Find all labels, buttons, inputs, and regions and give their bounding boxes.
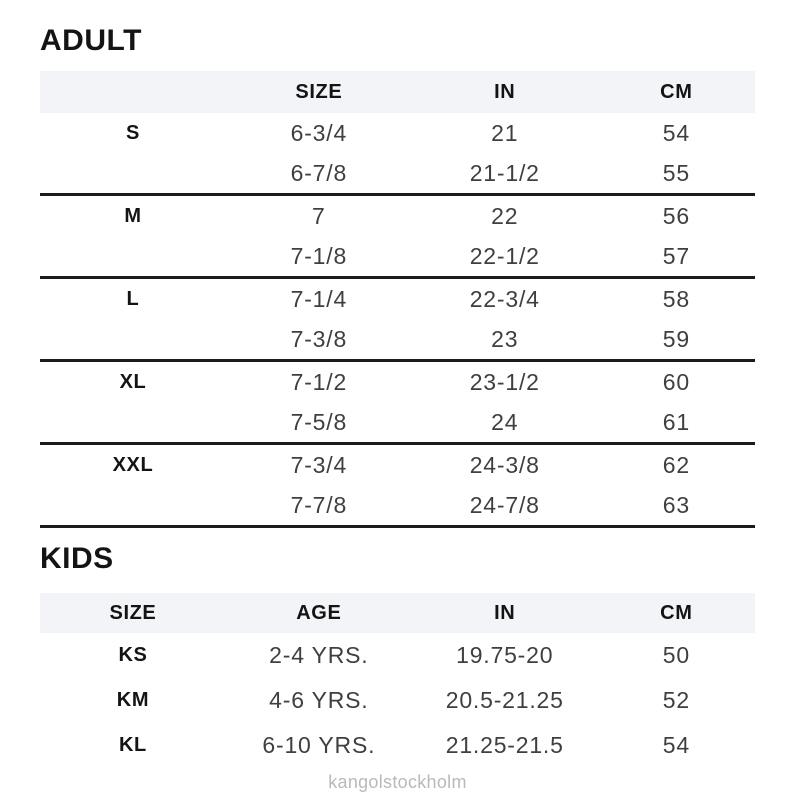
- kids-section-title: KIDS: [40, 542, 114, 575]
- size-label-cell: [40, 153, 226, 195]
- table-cell: 61: [598, 402, 755, 444]
- size-label-cell: [40, 319, 226, 361]
- table-cell: 23-1/2: [469, 368, 540, 395]
- table-row: [40, 402, 755, 444]
- table-row: [40, 319, 755, 361]
- table-cell: 21.25-21.5: [445, 732, 564, 758]
- kids-size-table: [40, 593, 755, 768]
- table-header-row: [40, 593, 755, 633]
- table-cell: 7-1/4: [290, 285, 348, 312]
- table-row: [40, 678, 755, 723]
- table-cell: 22: [491, 202, 519, 229]
- table-cell: 6-10 YRS.: [262, 732, 376, 758]
- table-cell: 6-7/8: [226, 153, 412, 195]
- table-header-row: [40, 71, 755, 113]
- table-cell: 7-3/4: [290, 451, 348, 478]
- table-cell: 24: [412, 402, 598, 444]
- table-cell: 24-3/8: [469, 451, 540, 478]
- table-cell: 7: [312, 202, 326, 229]
- table-row: [40, 485, 755, 527]
- table-row: [40, 723, 755, 768]
- size-label-cell: XL: [119, 370, 147, 393]
- size-label-cell: [40, 236, 226, 278]
- kids-table-header: [40, 593, 755, 633]
- table-cell: 50: [662, 642, 690, 668]
- table-cell: 21-1/2: [412, 153, 598, 195]
- size-label-cell: KS: [118, 644, 148, 666]
- table-cell: 7-1/8: [226, 236, 412, 278]
- table-row: [40, 113, 755, 153]
- adult-size-table: [40, 71, 755, 528]
- table-row: [40, 633, 755, 678]
- table-cell: 62: [662, 451, 690, 478]
- table-cell: 57: [598, 236, 755, 278]
- adult-table-header: [40, 71, 755, 113]
- table-row: [40, 444, 755, 486]
- size-label-cell: KL: [119, 734, 147, 756]
- table-cell: 55: [598, 153, 755, 195]
- table-cell: 7-5/8: [226, 402, 412, 444]
- table-cell: 24-7/8: [412, 485, 598, 527]
- table-row: [40, 278, 755, 320]
- column-header-blank: [40, 71, 226, 113]
- adult-section-title: ADULT: [40, 24, 142, 57]
- size-label-cell: L: [126, 287, 140, 310]
- column-header-age: AGE: [226, 593, 412, 633]
- brand-watermark: kangolstockholm: [328, 772, 467, 792]
- table-cell: 58: [662, 285, 690, 312]
- size-label-cell: [40, 485, 226, 527]
- size-label-cell: KM: [116, 689, 150, 711]
- size-label-cell: S: [125, 121, 140, 144]
- table-cell: 54: [662, 732, 690, 758]
- table-cell: 23: [412, 319, 598, 361]
- table-cell: 20.5-21.25: [445, 687, 564, 713]
- table-cell: 60: [662, 368, 690, 395]
- table-cell: 6-3/4: [290, 119, 348, 146]
- table-row: [40, 361, 755, 403]
- table-cell: 21: [491, 119, 519, 146]
- table-cell: 54: [662, 119, 690, 146]
- column-header-in: IN: [412, 71, 598, 113]
- table-row: [40, 236, 755, 278]
- column-header-size: SIZE: [226, 71, 412, 113]
- table-cell: 22-3/4: [469, 285, 540, 312]
- column-header-in: IN: [412, 593, 598, 633]
- table-cell: 22-1/2: [412, 236, 598, 278]
- table-cell: 7-7/8: [226, 485, 412, 527]
- table-cell: 59: [598, 319, 755, 361]
- column-header-size: SIZE: [40, 593, 226, 633]
- table-row: [40, 153, 755, 195]
- column-header-cm: CM: [598, 593, 755, 633]
- size-label-cell: M: [124, 204, 142, 227]
- table-cell: 7-1/2: [290, 368, 348, 395]
- table-cell: 4-6 YRS.: [269, 687, 369, 713]
- size-label-cell: XXL: [112, 453, 154, 476]
- size-label-cell: [40, 402, 226, 444]
- table-cell: 56: [662, 202, 690, 229]
- table-row: [40, 195, 755, 237]
- table-cell: 63: [598, 485, 755, 527]
- table-cell: 52: [662, 687, 690, 713]
- table-cell: 2-4 YRS.: [269, 642, 369, 668]
- table-cell: 7-3/8: [226, 319, 412, 361]
- table-cell: 19.75-20: [456, 642, 554, 668]
- column-header-cm: CM: [598, 71, 755, 113]
